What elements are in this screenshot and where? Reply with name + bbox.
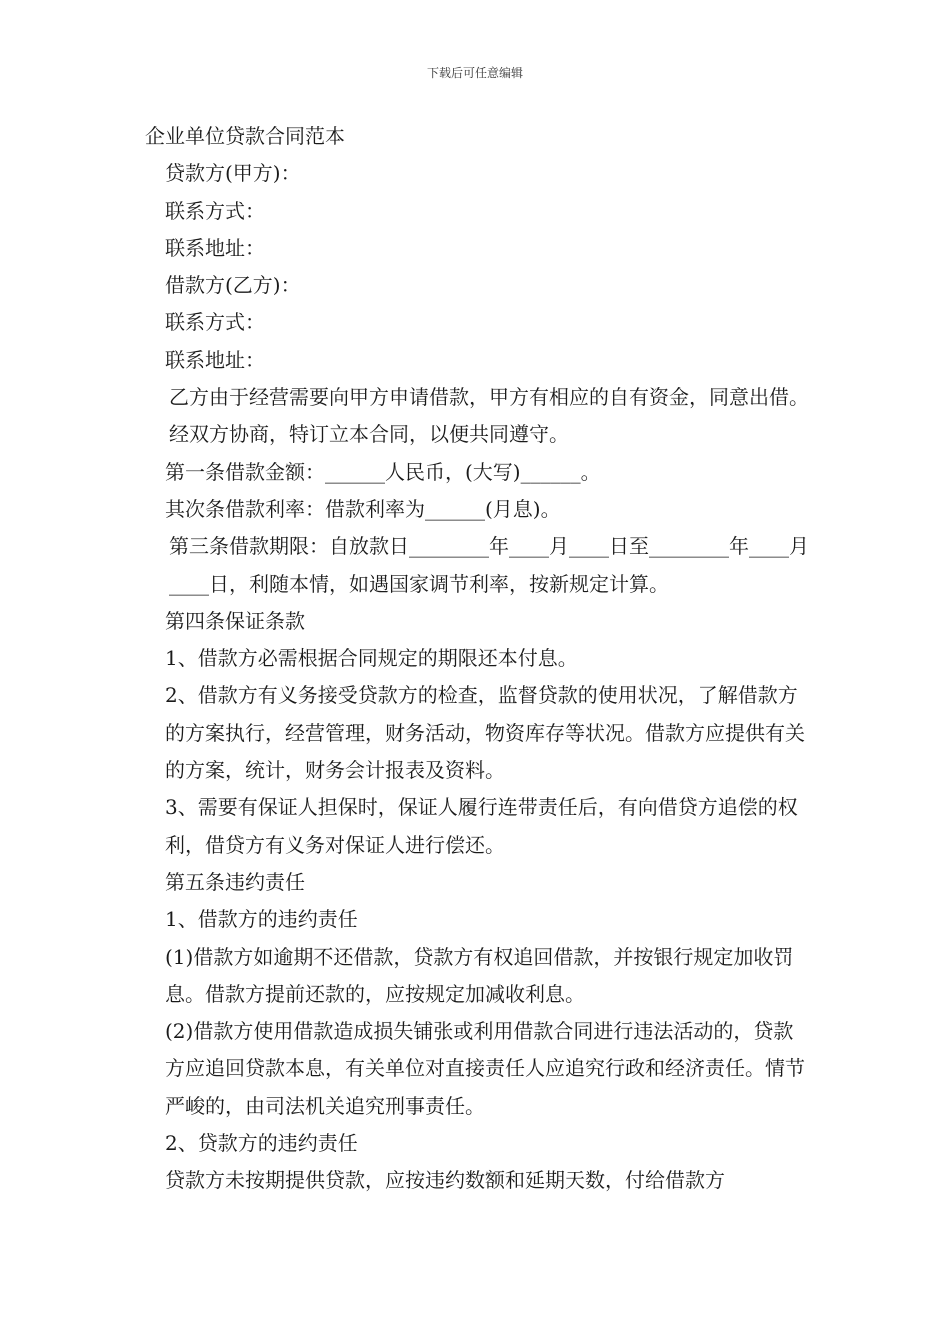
document-body	[145, 118, 810, 1200]
article-5-borrower-heading: 1、借款方的违约责任	[165, 907, 358, 932]
lender-address-line: 联系地址：	[165, 235, 265, 260]
article-5-lender-heading: 2、贷款方的违约责任	[165, 1131, 358, 1156]
borrower-line: 借款方(乙方)：	[165, 273, 301, 298]
article-4-item-1: 1、借款方必需根据合同规定的期限还本付息。	[165, 646, 578, 671]
article-2-interest: 其次条借款利率：借款利率为______(月息)。	[165, 496, 561, 521]
article-4-item-2: 2、借款方有义务接受贷款方的检查，监督贷款的使用状况，了解借款方的方案执行，经营管理，财务活动，物资库存等状况。借款方应提供有关的方案，统计，财务会计报表及资料。	[165, 683, 805, 783]
document-title: 企业单位贷款合同范本	[145, 124, 345, 148]
page-header: 下载后可任意编辑	[426, 66, 523, 80]
article-5-borrower-item-2: (2)借款方使用借款造成损失铺张或利用借款合同进行违法活动的，贷款方应追回贷款本息，有关单位对直接责任人应追究行政和经济责任。情节严峻的，由司法机关追究刑事责任。	[165, 1019, 805, 1118]
article-4-item-3: 3、需要有保证人担保时，保证人履行连带责任后，有向借贷方追偿的权利，借贷方有义务对保证人进行偿还。	[165, 795, 798, 857]
lender-line: 贷款方(甲方)：	[165, 161, 301, 186]
article-4-heading: 第四条保证条款	[165, 608, 305, 633]
borrower-contact-line: 联系方式：	[165, 310, 265, 335]
article-3-term: 第三条借款期限：自放款日________年____月____日至________年____月____日，利随本情，如遇国家调节利率，按新规定计算。	[169, 534, 809, 596]
article-1-amount: 第一条借款金额：______人民币，(大写)______。	[165, 459, 601, 484]
article-5-lender-item: 贷款方未按期提供贷款，应按违约数额和延期天数，付给借款方	[165, 1168, 725, 1193]
borrower-address-line: 联系地址：	[165, 347, 265, 372]
article-5-borrower-item-1: (1)借款方如逾期不还借款，贷款方有权追回借款，并按银行规定加收罚息。借款方提前还款的，应按规定加减收利息。	[165, 944, 794, 1006]
article-5-heading: 第五条违约责任	[165, 869, 305, 894]
lender-contact-line: 联系方式：	[165, 198, 265, 223]
intro-paragraph: 乙方由于经营需要向甲方申请借款，甲方有相应的自有资金，同意出借。经双方协商，特订立本合同，以便共同遵守。	[169, 385, 809, 447]
